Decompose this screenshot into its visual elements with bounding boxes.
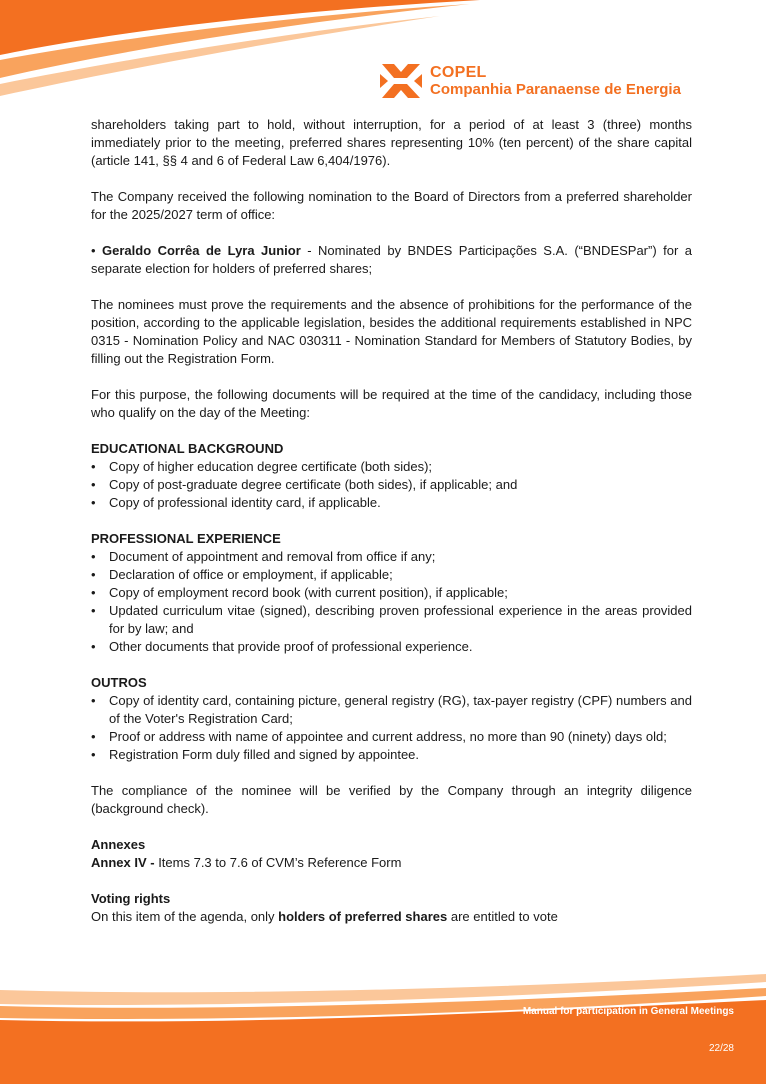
list-item: • Registration Form duly filled and signed by appointee.	[91, 746, 692, 764]
logo-full-name: Companhia Paranaense de Energia	[430, 81, 681, 98]
annex-label: Annex IV -	[91, 855, 155, 870]
list-item: • Copy of employment record book (with current position), if applicable;	[91, 584, 692, 602]
annex-line	[91, 854, 692, 872]
list-item: • Document of appointment and removal from office if any;	[91, 548, 692, 566]
company-logo	[380, 60, 681, 102]
annex-text: Items 7.3 to 7.6 of CVM’s Reference Form	[154, 855, 402, 870]
footer-swoosh	[0, 960, 766, 1084]
voting-pre: On this item of the agenda, only	[91, 909, 279, 924]
edu-list	[91, 458, 692, 512]
nominee-name: Geraldo Corrêa de Lyra Junior	[102, 243, 301, 258]
paragraph-3: The nominees must prove the requirements and the absence of prohibitions for the performance of the position, according to the applicable legislation, besides the additional requirements established in NPC 0315 - Nomination Policy and NAC 030311 - Nomination Standard for Members of Statutory Bodies, by filling out the Registration Form.	[91, 297, 692, 366]
page-number: 22/28	[708, 1043, 734, 1054]
list-item: • Other documents that provide proof of professional experience.	[91, 638, 692, 656]
voting-line	[91, 908, 692, 926]
paragraph-2: The Company received the following nomination to the Board of Directors from a preferred shareholder for the 2025/2027 term of office:	[91, 189, 692, 222]
list-item: • Updated curriculum vitae (signed), describing proven professional experience in the areas provided for by law; and	[91, 602, 692, 638]
logo-name: COPEL	[430, 64, 487, 81]
list-item: • Copy of higher education degree certificate (both sides);	[91, 458, 692, 476]
paragraph-1: shareholders taking part to hold, without interruption, for a period of at least 3 (three) months immediately prior to the meeting, preferred shares representing 10% (ten percent) of the share capital (article 141, §§ 4 and 6 of Federal Law 6,404/1976).	[91, 117, 692, 168]
list-item: • Copy of professional identity card, if applicable.	[91, 494, 692, 512]
voting-bold: holders of preferred shares	[278, 909, 448, 924]
paragraph-5: The compliance of the nominee will be verified by the Company through an integrity diligence (background check).	[91, 783, 692, 816]
edu-heading: EDUCATIONAL BACKGROUND	[91, 441, 284, 456]
prof-list	[91, 548, 692, 656]
other-list	[91, 692, 692, 764]
voting-post: are entitled to vote	[447, 909, 558, 924]
nominee-description: - Nominated by BNDES Participações S.A. (“BNDESPar”) for a separate election for holders of preferred shares;	[91, 243, 692, 276]
nominee-paragraph: • Geraldo Corrêa de Lyra Junior - Nominated by BNDES Participações S.A. (“BNDESPar”) for a separate election for holders of preferred shares;	[91, 243, 692, 276]
prof-heading: PROFESSIONAL EXPERIENCE	[91, 531, 281, 546]
annexes-heading: Annexes	[91, 837, 146, 852]
copel-logo-icon	[380, 60, 422, 102]
list-item: • Declaration of office or employment, if applicable;	[91, 566, 692, 584]
other-heading: OUTROS	[91, 675, 147, 690]
list-item: • Copy of post-graduate degree certificate (both sides), if applicable; and	[91, 476, 692, 494]
list-item: • Proof or address with name of appointee and current address, no more than 90 (ninety) days old;	[91, 728, 692, 746]
paragraph-4: For this purpose, the following documents will be required at the time of the candidacy, including those who qualify on the day of the Meeting:	[91, 387, 692, 420]
document-body	[91, 116, 692, 926]
footer-title: Manual for participation in General Meetings	[522, 1006, 734, 1017]
voting-heading: Voting rights	[91, 891, 171, 906]
list-item: • Copy of identity card, containing picture, general registry (RG), tax-payer registry (CPF) numbers and of the Voter's Registration Card;	[91, 692, 692, 728]
